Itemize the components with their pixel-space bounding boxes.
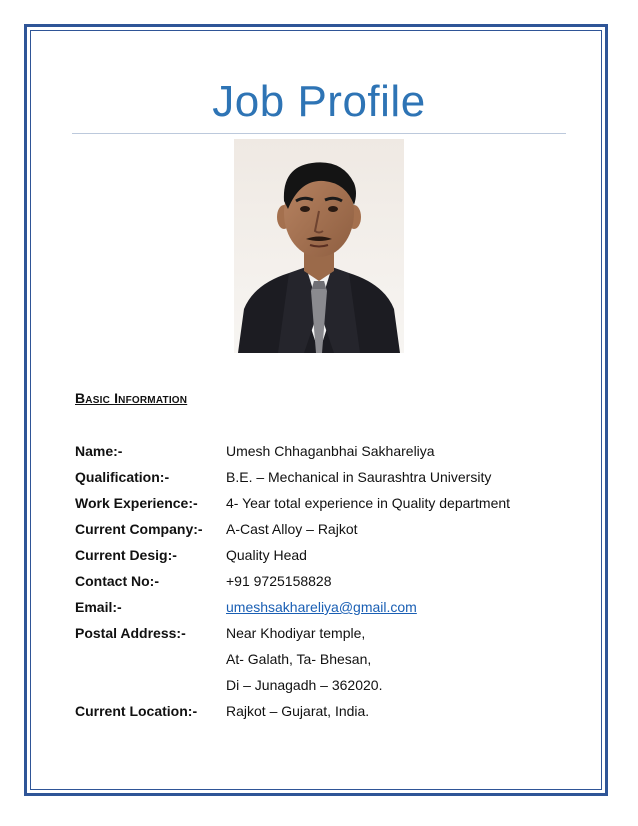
page-title: Job Profile [212, 77, 426, 126]
field-label: Postal Address:- [75, 625, 186, 641]
field-label: Current Location:- [75, 703, 198, 719]
field-row-qualification [75, 466, 575, 488]
field-label: Current Desig:- [75, 547, 177, 563]
field-row-contact-number [75, 570, 575, 592]
field-label: Name:- [75, 443, 123, 459]
field-row-current-location [75, 700, 575, 722]
field-value: A-Cast Alloy – Rajkot [226, 521, 358, 537]
field-label: Email:- [75, 599, 122, 615]
field-row-current-designation [75, 544, 575, 566]
section-heading-basic-information: Basic Information [75, 390, 188, 406]
field-value: Near Khodiyar temple, [226, 625, 366, 641]
profile-photo-image [234, 139, 404, 353]
field-row-postal-address-line-2 [75, 648, 575, 670]
profile-photo [234, 139, 404, 353]
field-label: Qualification:- [75, 469, 170, 485]
field-value: Rajkot – Gujarat, India. [226, 703, 370, 719]
field-value: +91 9725158828 [226, 573, 332, 589]
field-value: Di – Junagadh – 362020. [226, 677, 383, 693]
field-row-email [75, 596, 575, 618]
field-label: Current Company:- [75, 521, 203, 537]
field-value: Umesh Chhaganbhai Sakhareliya [226, 443, 435, 459]
field-row-name [75, 440, 575, 462]
field-value: B.E. – Mechanical in Saurashtra University [226, 469, 492, 485]
field-value: At- Galath, Ta- Bhesan, [226, 651, 372, 667]
field-label: Contact No:- [75, 573, 159, 589]
field-label: Work Experience:- [75, 495, 198, 511]
title-divider [72, 133, 566, 134]
field-row-work-experience [75, 492, 575, 514]
field-value: 4- Year total experience in Quality department [226, 495, 511, 511]
field-row-current-company [75, 518, 575, 540]
field-row-postal-address [75, 622, 575, 644]
field-row-postal-address-line-3 [75, 674, 575, 696]
email-link[interactable]: umeshsakhareliya@gmail.com [226, 599, 417, 615]
field-value: Quality Head [226, 547, 307, 563]
